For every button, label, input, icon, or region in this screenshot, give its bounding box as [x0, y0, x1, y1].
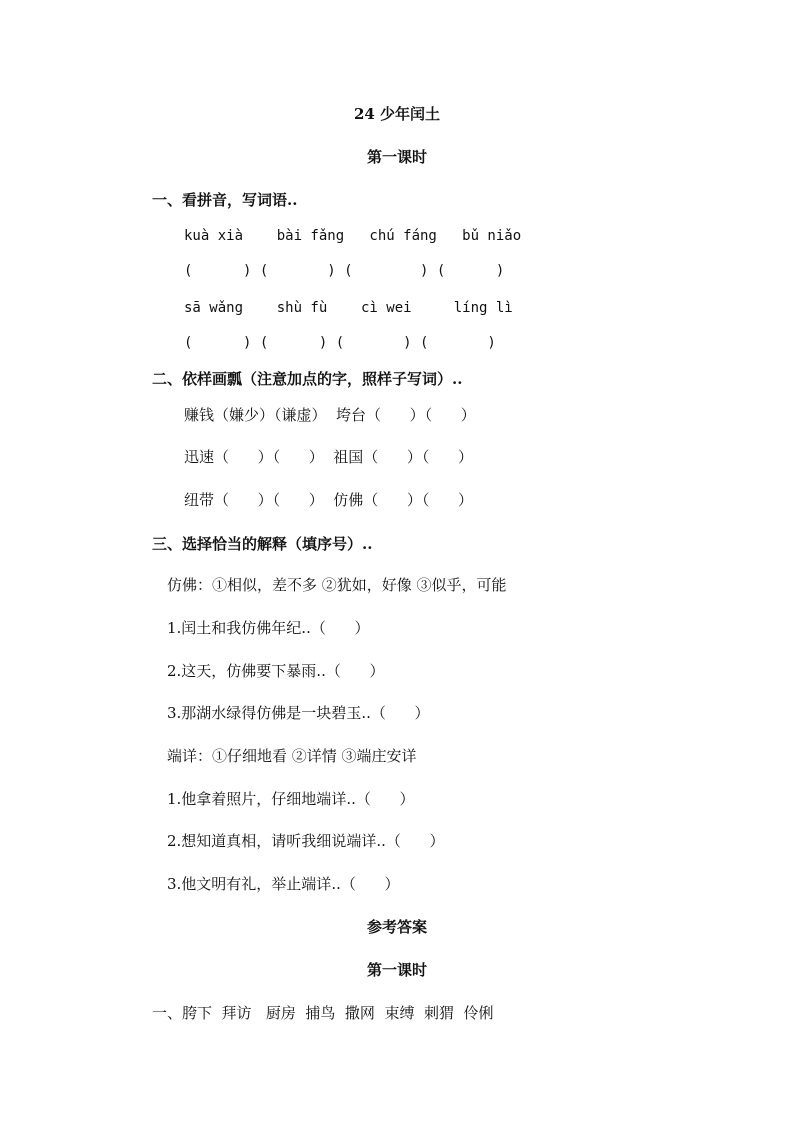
answers-title: 参考答案: [366, 918, 427, 936]
q3-item: 1.他拿着照片，仔细地端详..（ ）: [167, 790, 415, 808]
q2-line-1: 赚钱（嫌少）（谦虚） 垮台（ ）（ ）: [184, 406, 476, 424]
q3-item: 1.闰土和我仿佛年纪..（ ）: [167, 619, 370, 637]
q2-line-2: 迅速（ ）（ ） 祖国（ ）（ ）: [184, 448, 473, 466]
answers-line-1: 一、胯下 拜访 厨房 捕鸟 撒网 束缚 刺猬 伶俐: [152, 1004, 494, 1022]
q1-pinyin-row-2: sā wǎng shù fù cì wei líng lì: [184, 300, 513, 316]
page-title: 24 少年闰土: [353, 105, 441, 123]
q3-item: 2.这天，仿佛要下暴雨..（ ）: [167, 662, 385, 680]
q2-heading: 二、依样画瓢（注意加点的字，照样子写词）..: [152, 370, 463, 388]
answers-subtitle: 第一课时: [366, 961, 427, 979]
q3-definition-2: 端详：①仔细地看 ②详情 ③端庄安详: [167, 747, 417, 765]
q2-line-3: 纽带（ ）（ ） 仿佛（ ）（ ）: [184, 491, 473, 509]
q3-item: 2.想知道真相，请听我细说端详..（ ）: [167, 832, 445, 850]
q3-item: 3.那湖水绿得仿佛是一块碧玉..（ ）: [167, 704, 430, 722]
q3-definition-1: 仿佛：①相似，差不多 ②犹如，好像 ③似乎，可能: [167, 576, 507, 594]
q3-heading: 三、选择恰当的解释（填序号）..: [152, 535, 373, 553]
q1-pinyin-row-1: kuà xià bài fǎng chú fáng bǔ niǎo: [184, 228, 522, 244]
q1-blanks-row-1: ( ) ( ) ( ) ( ): [184, 263, 505, 279]
q1-blanks-row-2: ( ) ( ) ( ) ( ): [184, 335, 496, 351]
q3-item: 3.他文明有礼，举止端详..（ ）: [167, 875, 400, 893]
page-subtitle: 第一课时: [366, 148, 427, 166]
q1-heading: 一、看拼音，写词语..: [152, 191, 298, 209]
